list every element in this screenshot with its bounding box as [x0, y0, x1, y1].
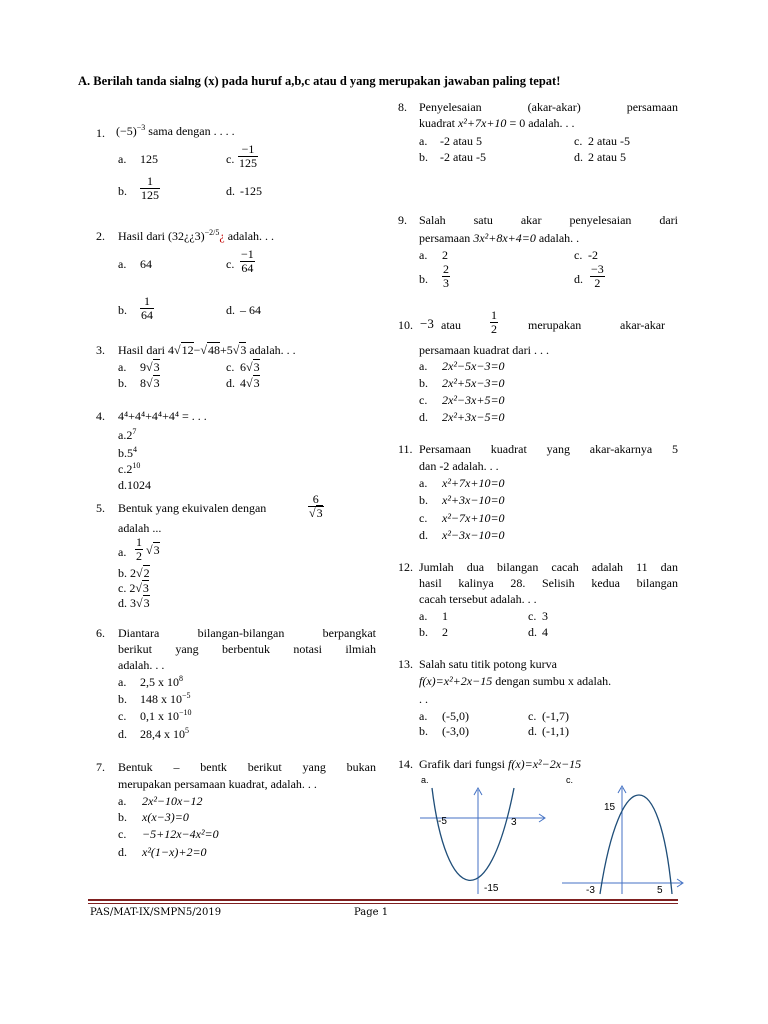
- option-a-label: a.: [419, 134, 428, 148]
- question-text-end: akar-akar: [620, 318, 666, 332]
- option-d: -125: [240, 184, 262, 198]
- question-number: 11.: [398, 442, 413, 456]
- option-a-label: a.: [421, 775, 429, 785]
- question-text: Hasil dari 4√12−√48+5√3 adalah. . .: [118, 343, 296, 357]
- option-b-label: b.: [118, 303, 127, 317]
- option-c-label: c.: [118, 827, 127, 841]
- question-number: 8.: [398, 100, 407, 114]
- option-c-label: c.: [419, 511, 428, 525]
- option-c: 0,1 x $10^{-10}$: [140, 708, 192, 723]
- option-c-fraction: $\frac{-1}{125}$: [239, 142, 257, 170]
- option-a: x²+7x+10=0: [442, 476, 505, 490]
- option-a-root: √3: [146, 543, 160, 557]
- question-text-line-2: persamaan kuadrat dari . . .: [419, 343, 549, 357]
- option-d-label: d.: [528, 625, 537, 639]
- option-d: 4: [542, 625, 548, 639]
- option-c-fraction: $\frac{-1}{64}$: [241, 247, 254, 275]
- question-number: 9.: [398, 213, 407, 227]
- question-text-cont: adalah ...: [118, 521, 162, 535]
- option-a-label: a.: [118, 545, 127, 559]
- graph-c-axes: [562, 786, 683, 894]
- question-text-line-2: merupakan persamaan kuadrat, adalah. . .: [118, 777, 317, 791]
- question-text-line-3: cacah tersebut adalah. . .: [419, 592, 537, 606]
- footer-rule: [88, 899, 678, 901]
- option-d-label: d.: [419, 528, 428, 542]
- option-d-label: d.: [226, 184, 235, 198]
- question-text-line-2: kuadrat x²+7x+10 = 0 adalah. . .: [419, 116, 575, 130]
- option-c-label: c.: [118, 709, 127, 723]
- option-c: −5+12x−4x²=0: [142, 827, 219, 841]
- question-text-line-1: Bentuk – bentk berikut yang bukan: [118, 760, 376, 774]
- option-b-fraction: $\frac{2}{3}$: [443, 262, 449, 290]
- option-b-label: b.: [419, 625, 428, 639]
- option-d-label: d.: [118, 845, 127, 859]
- option-b: x(x−3)=0: [142, 810, 189, 824]
- option-d: (-1,1): [542, 724, 569, 738]
- question-number: 4.: [96, 409, 105, 423]
- option-a: (-5,0): [442, 709, 469, 723]
- option-a: 125: [140, 152, 158, 166]
- question-number: 13.: [398, 657, 413, 671]
- option-b-label: b.: [419, 376, 428, 390]
- question-number: 10.: [398, 318, 413, 332]
- option-c: -2: [588, 248, 598, 262]
- option-b-label: b.: [419, 272, 428, 286]
- footer-code: PAS/MAT-IX/SMPN5/2019: [90, 907, 222, 918]
- option-b-label: b.: [419, 493, 428, 507]
- graph-a-curve: [432, 788, 514, 880]
- question-number: 14.: [398, 757, 413, 771]
- option-a: 2x²−5x−3=0: [442, 359, 505, 373]
- option-a-label: a.: [419, 709, 428, 723]
- question-number: 2.: [96, 229, 105, 243]
- question-text: $(-5)^{-3}$ sama dengan . . . .: [116, 123, 235, 138]
- graph-a-label-left: -5: [438, 816, 447, 827]
- option-a-fraction: $\frac{1}{2}$: [136, 535, 142, 563]
- graph-a-axes: [420, 788, 545, 894]
- option-b: 148 x $10^{-5}$: [140, 691, 191, 706]
- option-a: 2: [442, 248, 448, 262]
- option-b: (-3,0): [442, 724, 469, 738]
- option-c-label: c.: [226, 257, 235, 271]
- option-a-label: a.: [118, 257, 127, 271]
- graph-option-c: [560, 784, 688, 896]
- question-text-or: atau: [441, 318, 461, 332]
- option-a: 9√3: [140, 360, 160, 374]
- option-a-label: a.: [118, 794, 127, 808]
- option-c-label: c.: [574, 134, 583, 148]
- question-text-line-1: Persamaan kuadrat yang akar-akarnya 5: [419, 442, 678, 456]
- question-number: 12.: [398, 560, 413, 574]
- question-number: 7.: [96, 760, 105, 774]
- question-text-line-3: adalah. . .: [118, 658, 165, 672]
- option-c: x²−7x+10=0: [442, 511, 505, 525]
- footer-rule-thin: [88, 903, 678, 904]
- option-c-label: c.: [528, 709, 537, 723]
- option-d-label: d.: [574, 272, 583, 286]
- question-text-line-2: hasil kalinya 28. Selisih kedua bilangan: [419, 576, 678, 590]
- graph-a-label-right: 3: [511, 817, 517, 828]
- graph-c-label-right: 5: [657, 885, 663, 896]
- option-b-label: b.: [118, 810, 127, 824]
- option-a: $a.2^7$: [118, 427, 137, 442]
- question-text-line-3: . .: [419, 692, 428, 706]
- option-c-label: c.: [566, 775, 574, 785]
- option-d: – 64: [240, 303, 261, 317]
- question-text: Grafik dari fungsi f(x)=x²−2x−15: [419, 757, 582, 771]
- option-c-label: c.: [419, 393, 428, 407]
- question-text-line-2: persamaan 3x²+8x+4=0 adalah. .: [419, 231, 580, 245]
- option-a-label: a.: [118, 360, 127, 374]
- option-a-label: a.: [419, 248, 428, 262]
- option-c: (-1,7): [542, 709, 569, 723]
- option-b-label: b.: [419, 150, 428, 164]
- option-b-label: b.: [118, 692, 127, 706]
- option-d: 2x²+3x−5=0: [442, 410, 505, 424]
- question-fraction: $\frac{6}{√3}$: [309, 492, 323, 520]
- option-a: 1: [442, 609, 448, 623]
- question-text-mid: merupakan: [528, 318, 582, 332]
- option-a: 2,5 x $10^8$: [140, 674, 183, 689]
- question-text-line-1: Salah satu titik potong kurva: [419, 657, 557, 671]
- question-text-line-2: berikut yang berbentuk notasi ilmiah: [118, 642, 376, 656]
- option-d: x²(1−x)+2=0: [142, 845, 207, 859]
- question-text-line-2: dan -2 adalah. . .: [419, 459, 499, 473]
- question-text-line-1: Salah satu akar penyelesaian dari: [419, 213, 678, 227]
- option-b-label: b.: [118, 376, 127, 390]
- option-b-fraction: $\frac{1}{64}$: [141, 294, 153, 322]
- option-d: 2 atau 5: [588, 150, 626, 164]
- question-text-line-1: Penyelesaian (akar-akar) persamaan: [419, 100, 678, 114]
- option-c-label: c.: [226, 360, 235, 374]
- question-text: Hasil dari (32¿¿3)$^{-2/5}$¿ adalah. . .: [118, 228, 275, 243]
- question-text-line-1: Diantara bilangan-bilangan berpangkat: [118, 626, 376, 640]
- option-c: 6√3: [240, 360, 260, 374]
- question-text-line-1: Jumlah dua bilangan cacah adalah 11 dan: [419, 560, 678, 574]
- question-text: 4⁴+4⁴+4⁴+4⁴ = . . .: [118, 409, 207, 423]
- option-d: 28,4 x $10^5$: [140, 726, 189, 741]
- option-b: 2: [442, 625, 448, 639]
- option-a-label: a.: [118, 675, 127, 689]
- graph-option-a: [418, 784, 552, 896]
- option-a-label: a.: [419, 609, 428, 623]
- option-b: -2 atau -5: [440, 150, 486, 164]
- option-a-label: a.: [419, 359, 428, 373]
- question-text-line-2: f(x)=x²+2x−15 dengan sumbu x adalah.: [419, 674, 612, 688]
- option-a: 64: [140, 257, 152, 271]
- option-b: 8√3: [140, 376, 160, 390]
- option-d-label: d.: [226, 303, 235, 317]
- option-c: $c.2^{10}$: [118, 461, 141, 476]
- option-d: d.1024: [118, 478, 151, 492]
- option-b-label: b.: [118, 184, 127, 198]
- option-d-label: d.: [118, 727, 127, 741]
- question-fraction: $\frac{1}{2}$: [491, 308, 497, 336]
- option-c-label: c.: [574, 248, 583, 262]
- graph-a-label-bottom: -15: [484, 883, 499, 894]
- instruction: A. Berilah tanda sialng (x) pada huruf a,b,c atau d yang merupakan jawaban paling tepat!: [78, 74, 561, 88]
- option-d: d. 3√3: [118, 596, 150, 610]
- option-a: 2x²−10x−12: [142, 794, 203, 808]
- option-b: x²+3x−10=0: [442, 493, 505, 507]
- question-number: 3.: [96, 343, 105, 357]
- question-number: 6.: [96, 626, 105, 640]
- option-d-label: d.: [226, 376, 235, 390]
- option-c: 3: [542, 609, 548, 623]
- option-c-label: c.: [226, 152, 235, 166]
- graph-c-label-left: -3: [586, 885, 595, 896]
- option-c-label: c.: [528, 609, 537, 623]
- option-d: 4√3: [240, 376, 260, 390]
- option-b: b. 2√2: [118, 566, 150, 580]
- option-a-label: a.: [118, 152, 127, 166]
- option-b-fraction: $\frac{1}{125}$: [141, 174, 159, 202]
- option-d-label: d.: [528, 724, 537, 738]
- option-a-label: a.: [419, 476, 428, 490]
- option-b: 2x²+5x−3=0: [442, 376, 505, 390]
- page-number: Page 1: [354, 907, 389, 918]
- question-text: Bentuk yang ekuivalen dengan: [118, 501, 267, 515]
- option-d: x²−3x−10=0: [442, 528, 505, 542]
- option-d-label: d.: [574, 150, 583, 164]
- option-d-label: d.: [419, 410, 428, 424]
- option-d-fraction: $\frac{-3}{2}$: [591, 262, 604, 290]
- option-a: -2 atau 5: [440, 134, 482, 148]
- question-number: 1.: [96, 126, 105, 140]
- option-c: 2x²−3x+5=0: [442, 393, 505, 407]
- option-c: c. 2√3: [118, 581, 149, 595]
- question-number: 5.: [96, 501, 105, 515]
- option-b-label: b.: [419, 724, 428, 738]
- option-c: 2 atau -5: [588, 134, 630, 148]
- question-text-start: −3: [420, 316, 434, 331]
- option-b: $b.5^4$: [118, 445, 137, 460]
- graph-c-label-top: 15: [604, 802, 616, 813]
